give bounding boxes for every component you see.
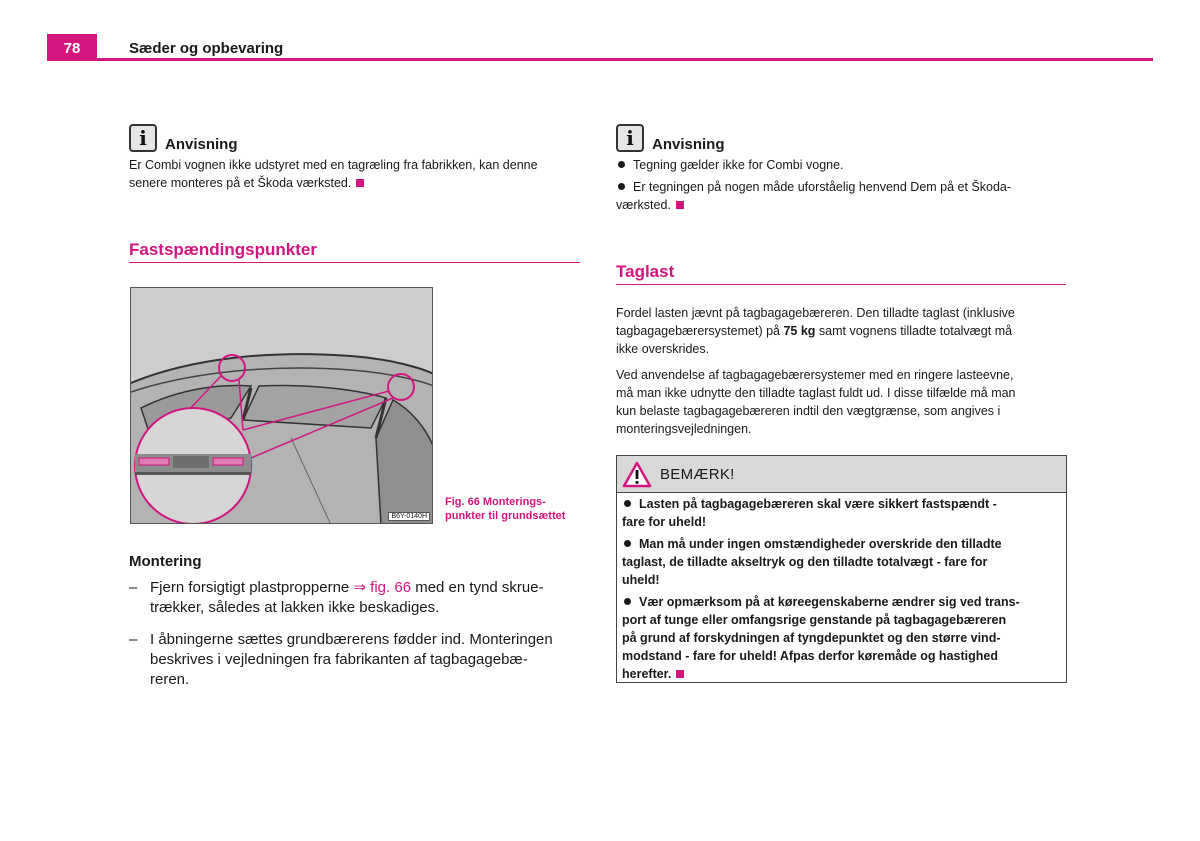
page-header (47, 34, 1153, 61)
figure-code: B6Y-0140H (388, 512, 430, 521)
bullet-text: værksted. (616, 198, 671, 212)
dash-marker: – (129, 631, 138, 648)
montering-step-1 (129, 578, 589, 618)
warning-text: Lasten på tagbagagebæreren skal være sikkert fastspændt - (639, 497, 997, 511)
caption-line: Fig. 66 Monterings- (445, 496, 546, 508)
figure-reference-link[interactable]: ⇒ fig. 66 (353, 579, 412, 596)
warning-text: Vær opmærksom på at køreegenskaberne ændrer sig ved trans- (639, 595, 1020, 609)
montering-step-2 (129, 630, 589, 690)
step-text: beskrives i vejledningen fra fabrikanten af tagbagagebæ- (150, 651, 528, 668)
bullet-dot (618, 161, 625, 168)
para-line: må man ikke udnytte den tilladte taglast fuldt ud. I disse tilfælde må man (616, 386, 1016, 400)
figure-caption (445, 495, 565, 523)
taglast-paragraph-1 (616, 304, 1076, 358)
info-icon: i (616, 124, 644, 152)
step-text: med en tynd skrue- (411, 579, 544, 596)
warning-item-3 (622, 593, 1062, 683)
taglast-paragraph-2 (616, 366, 1076, 438)
note-label: Anvisning (165, 136, 238, 153)
para-line: Ved anvendelse af tagbagagebærersystemer med en ringere lasteevne, (616, 368, 1014, 382)
warning-header (617, 456, 1066, 493)
bullet-dot (624, 500, 631, 507)
section-rule (129, 262, 580, 263)
warning-triangle-icon (622, 461, 652, 488)
step-text: I åbningerne sættes grundbærerens fødder ind. Monteringen (150, 631, 553, 648)
bullet-dot (624, 598, 631, 605)
warning-text: port af tunge eller omfangsrige genstande på tagbagagebæreren (622, 613, 1007, 627)
warning-item-1 (622, 495, 1062, 531)
bullet-dot (618, 183, 625, 190)
page-number: 78 (47, 34, 97, 61)
warning-text: på grund af forskydningen af tyngdepunktet og den større vind- (622, 631, 1001, 645)
para-text: tagbagagebærersystemet) på (616, 324, 784, 338)
chapter-title: Sæder og opbevaring (129, 40, 284, 57)
dash-marker: – (129, 579, 138, 596)
step-text: trækker, således at lakken ikke beskadiges. (150, 599, 440, 616)
step-text: reren. (150, 671, 190, 688)
warning-text: modstand - fare for uheld! Afpas derfor køremåde og hastighed (622, 649, 998, 663)
info-icon: i (129, 124, 157, 152)
warning-text: herefter. (622, 667, 672, 681)
end-of-section-marker (676, 670, 684, 678)
note-line: senere monteres på et Škoda værksted. (129, 176, 352, 190)
caption-line: punkter til grundsættet (445, 510, 566, 522)
bullet-dot (624, 540, 631, 547)
note-line: Er Combi vognen ikke udstyret med en tagræling fra fabrikken, kan denne (129, 158, 538, 172)
right-note-heading (616, 124, 725, 152)
end-of-section-marker (676, 201, 684, 209)
warning-text: Man må under ingen omstændigheder overskride den tilladte (639, 537, 1002, 551)
max-load-value: 75 kg (783, 324, 816, 338)
note-label: Anvisning (652, 136, 725, 153)
warning-text: uheld! (622, 573, 660, 587)
montering-heading: Montering (129, 553, 202, 570)
left-note-text (129, 156, 589, 192)
section-title-taglast: Taglast (616, 262, 675, 281)
bullet-text: Er tegningen på nogen måde uforståelig henvend Dem på et Škoda- (633, 180, 1012, 194)
step-text: Fjern forsigtigt plastpropperne (150, 579, 354, 596)
left-note-heading (129, 124, 238, 152)
para-line: monteringsvejledningen. (616, 422, 752, 436)
para-text: samt vognens tilladte totalvægt må (815, 324, 1013, 338)
right-note-bullet-2 (616, 178, 1076, 214)
warning-label: BEMÆRK! (660, 465, 735, 483)
car-roof-illustration (131, 288, 433, 524)
warning-item-2 (622, 535, 1062, 589)
warning-box (616, 455, 1067, 683)
para-line: kun belaste tagbagagebæreren indtil den vægtgrænse, som angives i (616, 404, 1001, 418)
para-line: ikke overskrides. (616, 342, 710, 356)
warning-text: taglast, de tilladte akseltryk og den tilladte totalvægt - fare for (622, 555, 988, 569)
end-of-section-marker (356, 179, 364, 187)
para-line: Fordel lasten jævnt på tagbagagebæreren. Den tilladte taglast (inklusive (616, 306, 1015, 320)
section-title-fastspaendingspunkter: Fastspændingspunkter (129, 240, 317, 259)
header-rule (47, 58, 1153, 61)
warning-text: fare for uheld! (622, 515, 707, 529)
section-rule (616, 284, 1066, 285)
right-note-bullet-1 (616, 156, 1076, 174)
bullet-text: Tegning gælder ikke for Combi vogne. (633, 158, 844, 172)
figure-mounting-points (130, 287, 433, 524)
